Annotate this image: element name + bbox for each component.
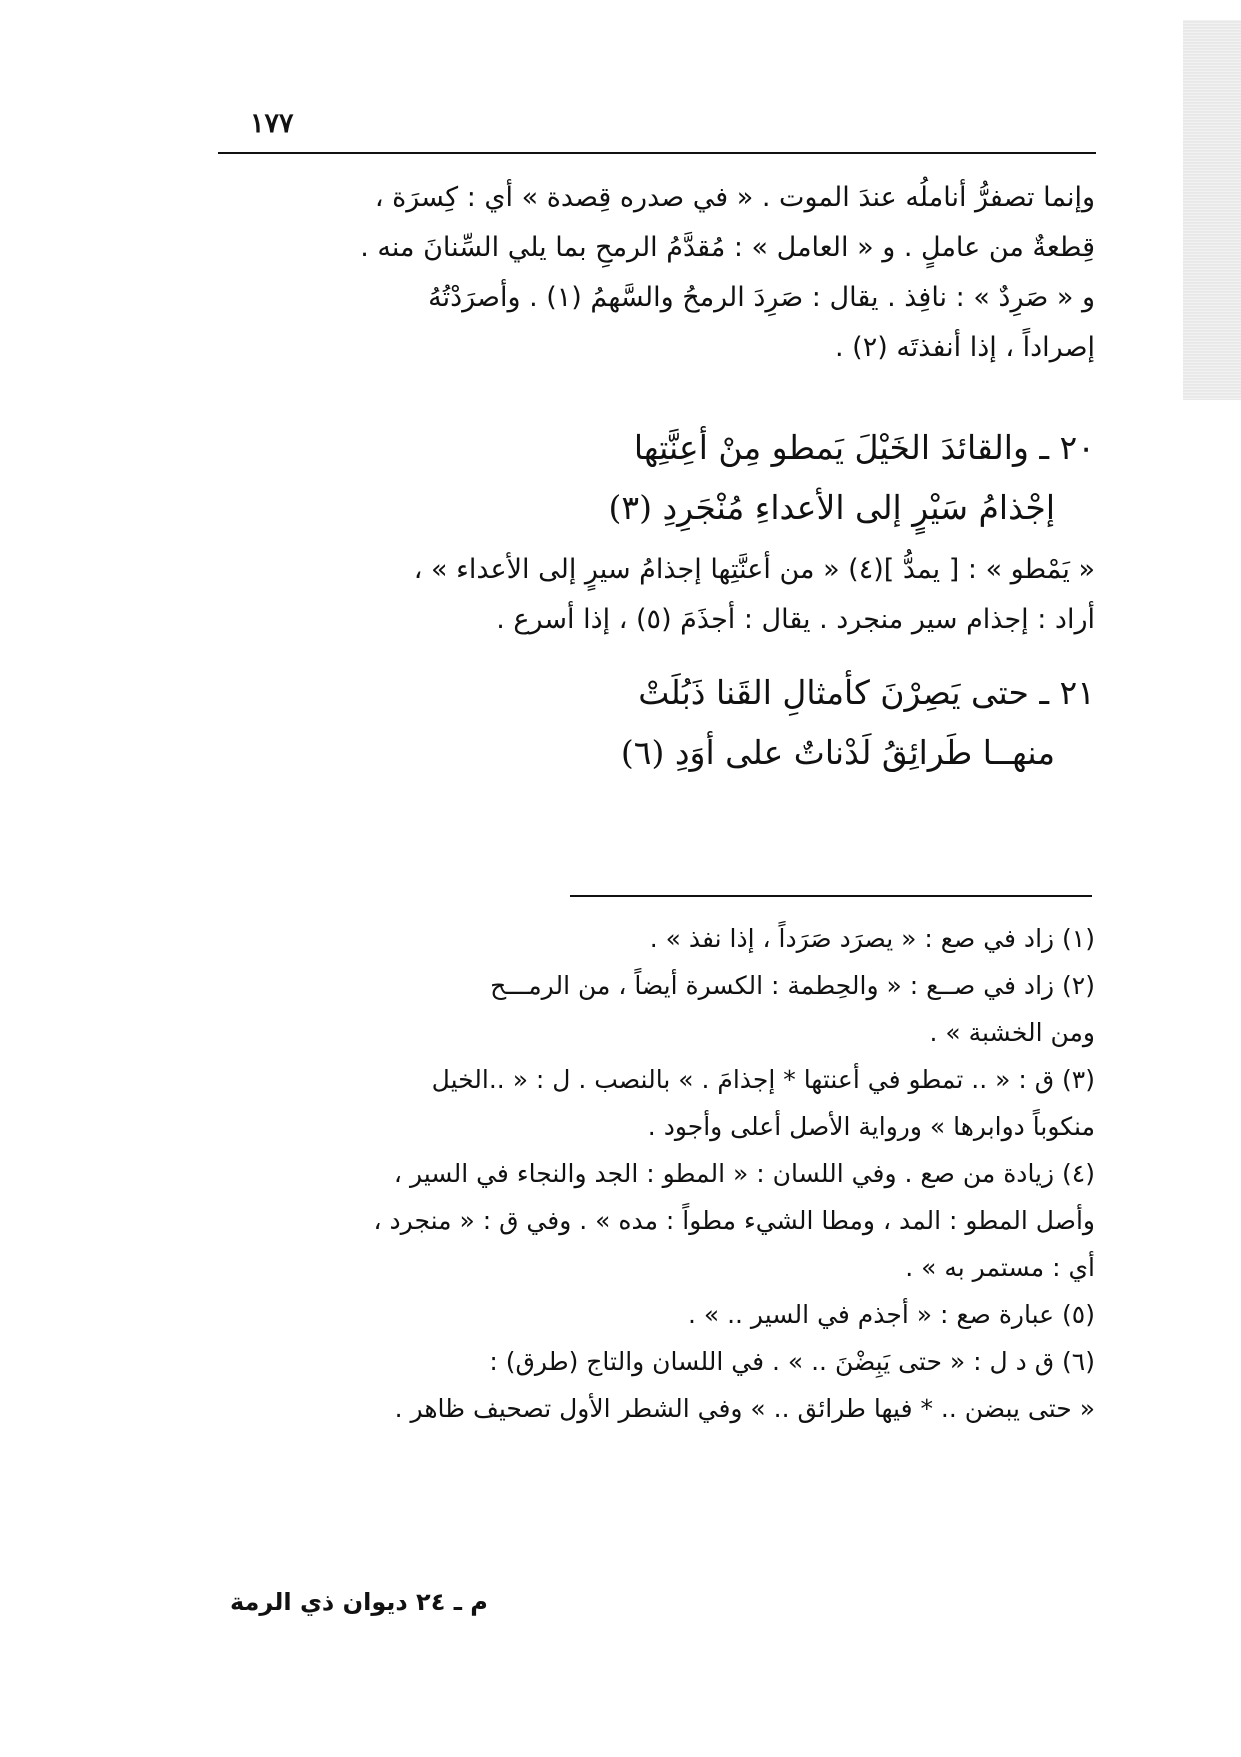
commentary-block-2 xyxy=(215,545,1095,645)
footnote-line: (٥) عبارة صع : « أجذم في السير .. » . xyxy=(687,1300,1095,1329)
commentary-line: و « صَرِدٌ » : نافِذ . يقال : صَرِدَ الرمحُ والسَّهمُ (١) . وأصرَدْتُهُ xyxy=(428,282,1095,313)
verse-line: ٢١ ـ حتى يَصِرْنَ كأمثالِ القَنا ذَبُلَتْ xyxy=(638,673,1095,712)
footnote-line: « حتى يبضن .. * فيها طرائق .. » وفي الشطر الأول تصحيف ظاهر . xyxy=(394,1394,1095,1423)
footnote-line: أي : مستمر به » . xyxy=(905,1253,1095,1282)
footnote-line: (١) زاد في صع : « يصرَد صَرَداً ، إذا نفذ » . xyxy=(649,924,1095,953)
verse-line: إجْذامُ سَيْرٍ إلى الأعداءِ مُنْجَرِدِ (٣) xyxy=(608,488,1055,527)
footnote-line: (٢) زاد في صــع : « والحِطمة : الكسرة أيضاً ، من الرمـــح xyxy=(490,971,1095,1000)
commentary-line: إصراداً ، إذا أنفذتَه (٢) . xyxy=(834,332,1095,363)
footnote-rule xyxy=(570,895,1092,897)
footnotes-block xyxy=(215,915,1095,1432)
footnote-line: ومن الخشبة » . xyxy=(929,1018,1095,1047)
commentary-line: قِطعةٌ من عاملٍ . و « العامل » : مُقدَّمُ الرمحِ بما يلي السِّنانَ منه . xyxy=(360,232,1095,263)
commentary-line: « يَمْطو » : [ يمدُّ ](٤) « من أعنَّتِها إجذامُ سيرٍ إلى الأعداء » ، xyxy=(413,554,1095,585)
verse-line: منهــا طَرائِقُ لَدْناتٌ على أوَدِ (٦) xyxy=(620,733,1055,772)
footnote-line: منكوباً دوابرها » ورواية الأصل أعلى وأجود . xyxy=(647,1112,1095,1141)
page-edge-shadow xyxy=(1183,20,1241,400)
commentary-line: وإنما تصفرُّ أناملُه عندَ الموت . « في صدره قِصدة » أي : كِسرَة ، xyxy=(374,182,1095,213)
verse-20 xyxy=(215,418,1095,538)
running-footer: م ـ ٢٤ ديوان ذي الرمة xyxy=(230,1588,488,1616)
header-rule xyxy=(218,152,1096,154)
footnote-line: (٣) ق : « .. تمطو في أعنتها * إجذامَ . » بالنصب . ل : « ..الخيل xyxy=(431,1065,1095,1094)
footnote-line: (٦) ق د ل : « حتى يَبِضْنَ .. » . في اللسان والتاج (طرق) : xyxy=(489,1347,1095,1376)
commentary-block-1 xyxy=(215,173,1095,373)
footnote-line: وأصل المطو : المد ، ومطا الشيء مطواً : مده » . وفي ق : « منجرد ، xyxy=(373,1206,1095,1235)
footnote-line: (٤) زيادة من صع . وفي اللسان : « المطو : الجد والنجاء في السير ، xyxy=(393,1159,1095,1188)
verse-21 xyxy=(215,663,1095,783)
verse-line: ٢٠ ـ والقائدَ الخَيْلَ يَمطو مِنْ أعِنَّتِها xyxy=(633,428,1095,467)
page-number: ١٧٧ xyxy=(250,108,294,139)
commentary-line: أراد : إجذام سير منجرد . يقال : أجذَمَ (٥) ، إذا أسرع . xyxy=(496,604,1095,635)
